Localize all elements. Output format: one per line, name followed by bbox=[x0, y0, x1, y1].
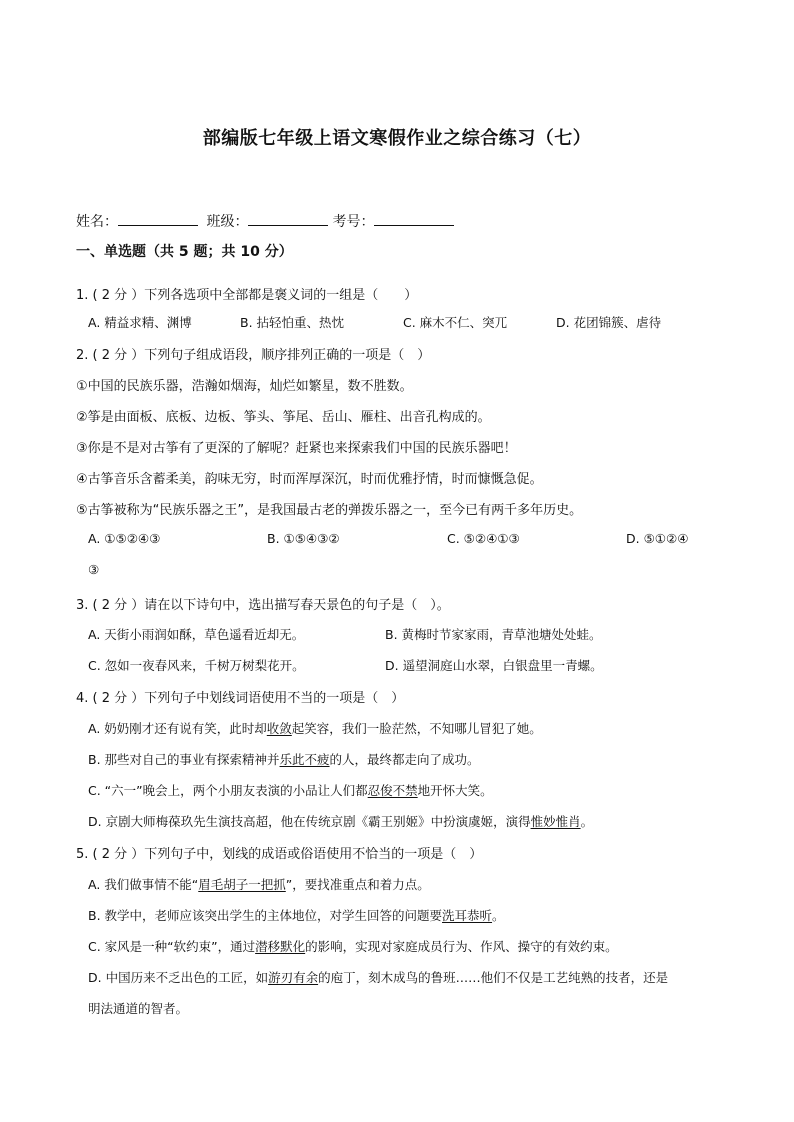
q4-c-text-end: 地开怀大笑。 bbox=[417, 783, 493, 798]
name-label: 姓名： bbox=[76, 214, 118, 230]
q5-c-underlined: 潜移默化 bbox=[255, 939, 306, 954]
q4-c-underlined: 忍俊不禁 bbox=[367, 783, 418, 798]
q3-option-d: D. 遥望洞庭山水翠，白银盘里一青螺。 bbox=[385, 658, 603, 673]
q4-d-text: D. 京剧大师梅葆玖先生演技高超，他在传统京剧《霸王别姬》中扮演虞姬，演得 bbox=[88, 814, 531, 829]
q4-b-text-end: 的人，最终都走向了成功。 bbox=[329, 752, 480, 767]
q5-option-c bbox=[88, 937, 618, 955]
q5-b-text: B. 教学中，老师应该突出学生的主体地位，对学生回答的问题要 bbox=[88, 908, 443, 923]
class-blank[interactable] bbox=[248, 211, 328, 226]
q2-sentence-4: ④古筝音乐含蓄柔美，韵味无穷，时而浑厚深沉，时而优雅抒情，时而慷慨急促。 bbox=[76, 472, 543, 487]
q2-option-c: C. ⑤②④①③ bbox=[447, 531, 520, 546]
id-label: 考号： bbox=[332, 214, 375, 230]
q5-option-a bbox=[88, 875, 430, 893]
class-label: 班级： bbox=[206, 214, 249, 230]
student-info-row bbox=[76, 211, 458, 231]
q4-d-text-end: 。 bbox=[580, 814, 594, 829]
q3-option-a: A. 天街小雨润如酥，草色遥看近却无。 bbox=[88, 627, 305, 642]
q4-d-underlined: 惟妙惟肖 bbox=[530, 814, 581, 829]
name-blank[interactable] bbox=[118, 211, 198, 226]
q2-option-a: A. ①⑤②④③ bbox=[88, 531, 161, 546]
q2-sentence-2: ②筝是由面板、底板、边板、筝头、筝尾、岳山、雁柱、出音孔构成的。 bbox=[76, 410, 491, 425]
q5-c-text: C. 家风是一种“软约束”，通过 bbox=[88, 939, 256, 954]
question-1-stem: 1. ( 2 分 ）下列各选项中全部都是褒义词的一组是（ ） bbox=[76, 288, 418, 303]
question-3-stem: 3. ( 2 分 ）请在以下诗句中，选出描写春天景色的句子是（ ）。 bbox=[76, 598, 450, 613]
q2-sentence-3: ③你是不是对古筝有了更深的了解呢？赶紧也来探索我们中国的民族乐器吧！ bbox=[76, 441, 517, 456]
q4-b-underlined: 乐此不疲 bbox=[279, 752, 330, 767]
q5-b-text-end: 。 bbox=[492, 908, 505, 923]
q2-sentence-1: ①中国的民族乐器，浩瀚如烟海，灿烂如繁星，数不胜数。 bbox=[76, 379, 413, 394]
q5-option-b bbox=[88, 906, 505, 924]
q5-a-underlined: 眉毛胡子一把抓 bbox=[198, 877, 286, 892]
q3-option-c: C. 忽如一夜春风来，千树万树梨花开。 bbox=[88, 658, 305, 673]
q4-option-b bbox=[88, 750, 480, 768]
q5-d-underlined: 游刃有余 bbox=[268, 970, 319, 985]
q4-c-text: C. “六一”晚会上，两个小朋友表演的小品让人们都 bbox=[88, 783, 368, 798]
q4-a-text: A. 奶奶刚才还有说有笑，此时却 bbox=[88, 721, 267, 736]
section-heading: 一、单选题（共 5 题；共 10 分） bbox=[76, 244, 293, 260]
q1-option-a: A. 精益求精、渊博 bbox=[88, 315, 192, 330]
q4-option-a bbox=[88, 719, 542, 737]
q5-option-d-continued: 明法通道的智者。 bbox=[88, 1001, 189, 1016]
q5-c-text-end: 的影响，实现对家庭成员行为、作风、操守的有效约束。 bbox=[305, 939, 618, 954]
q5-option-d bbox=[88, 968, 668, 986]
question-4-stem: 4. ( 2 分 ）下列句子中划线词语使用不当的一项是（ ） bbox=[76, 691, 405, 706]
q5-b-underlined: 洗耳恭听 bbox=[442, 908, 493, 923]
q4-a-underlined: 收敛 bbox=[266, 721, 292, 736]
q5-d-text: D. 中国历来不乏出色的工匠，如 bbox=[88, 970, 269, 985]
question-5-stem: 5. ( 2 分 ）下列句子中，划线的成语或俗语使用不恰当的一项是（ ） bbox=[76, 847, 483, 862]
q1-option-b: B. 拈轻怕重、热忱 bbox=[240, 315, 345, 330]
q2-option-d: D. ⑤①②④ bbox=[626, 531, 689, 546]
q5-a-text-end: ”，要找准重点和着力点。 bbox=[285, 877, 430, 892]
question-2-stem: 2. ( 2 分 ）下列句子组成语段，顺序排列正确的一项是（ ） bbox=[76, 348, 431, 363]
q4-option-c bbox=[88, 781, 493, 799]
q5-a-text: A. 我们做事情不能“ bbox=[88, 877, 199, 892]
q1-option-c: C. 麻木不仁、突兀 bbox=[403, 315, 508, 330]
q2-option-b: B. ①⑤④③② bbox=[267, 531, 340, 546]
q4-a-text-end: 起笑容，我们一脸茫然，不知哪儿冒犯了她。 bbox=[291, 721, 542, 736]
id-blank[interactable] bbox=[374, 211, 454, 226]
page-title: 部编版七年级上语文寒假作业之综合练习（七） bbox=[202, 128, 592, 149]
q3-option-b: B. 黄梅时节家家雨，青草池塘处处蛙。 bbox=[385, 627, 602, 642]
q4-option-d bbox=[88, 812, 593, 830]
q1-option-d: D. 花团锦簇、虐待 bbox=[556, 315, 662, 330]
q4-b-text: B. 那些对自己的事业有探索精神并 bbox=[88, 752, 280, 767]
q5-d-text-end: 的庖丁，刻木成鸟的鲁班……他们不仅是工艺纯熟的技者，还是 bbox=[318, 970, 669, 985]
q2-sentence-5: ⑤古筝被称为“民族乐器之王”，是我国最古老的弹拨乐器之一，至今已有两千多年历史。 bbox=[76, 503, 583, 518]
q2-option-d-continued: ③ bbox=[88, 562, 100, 577]
